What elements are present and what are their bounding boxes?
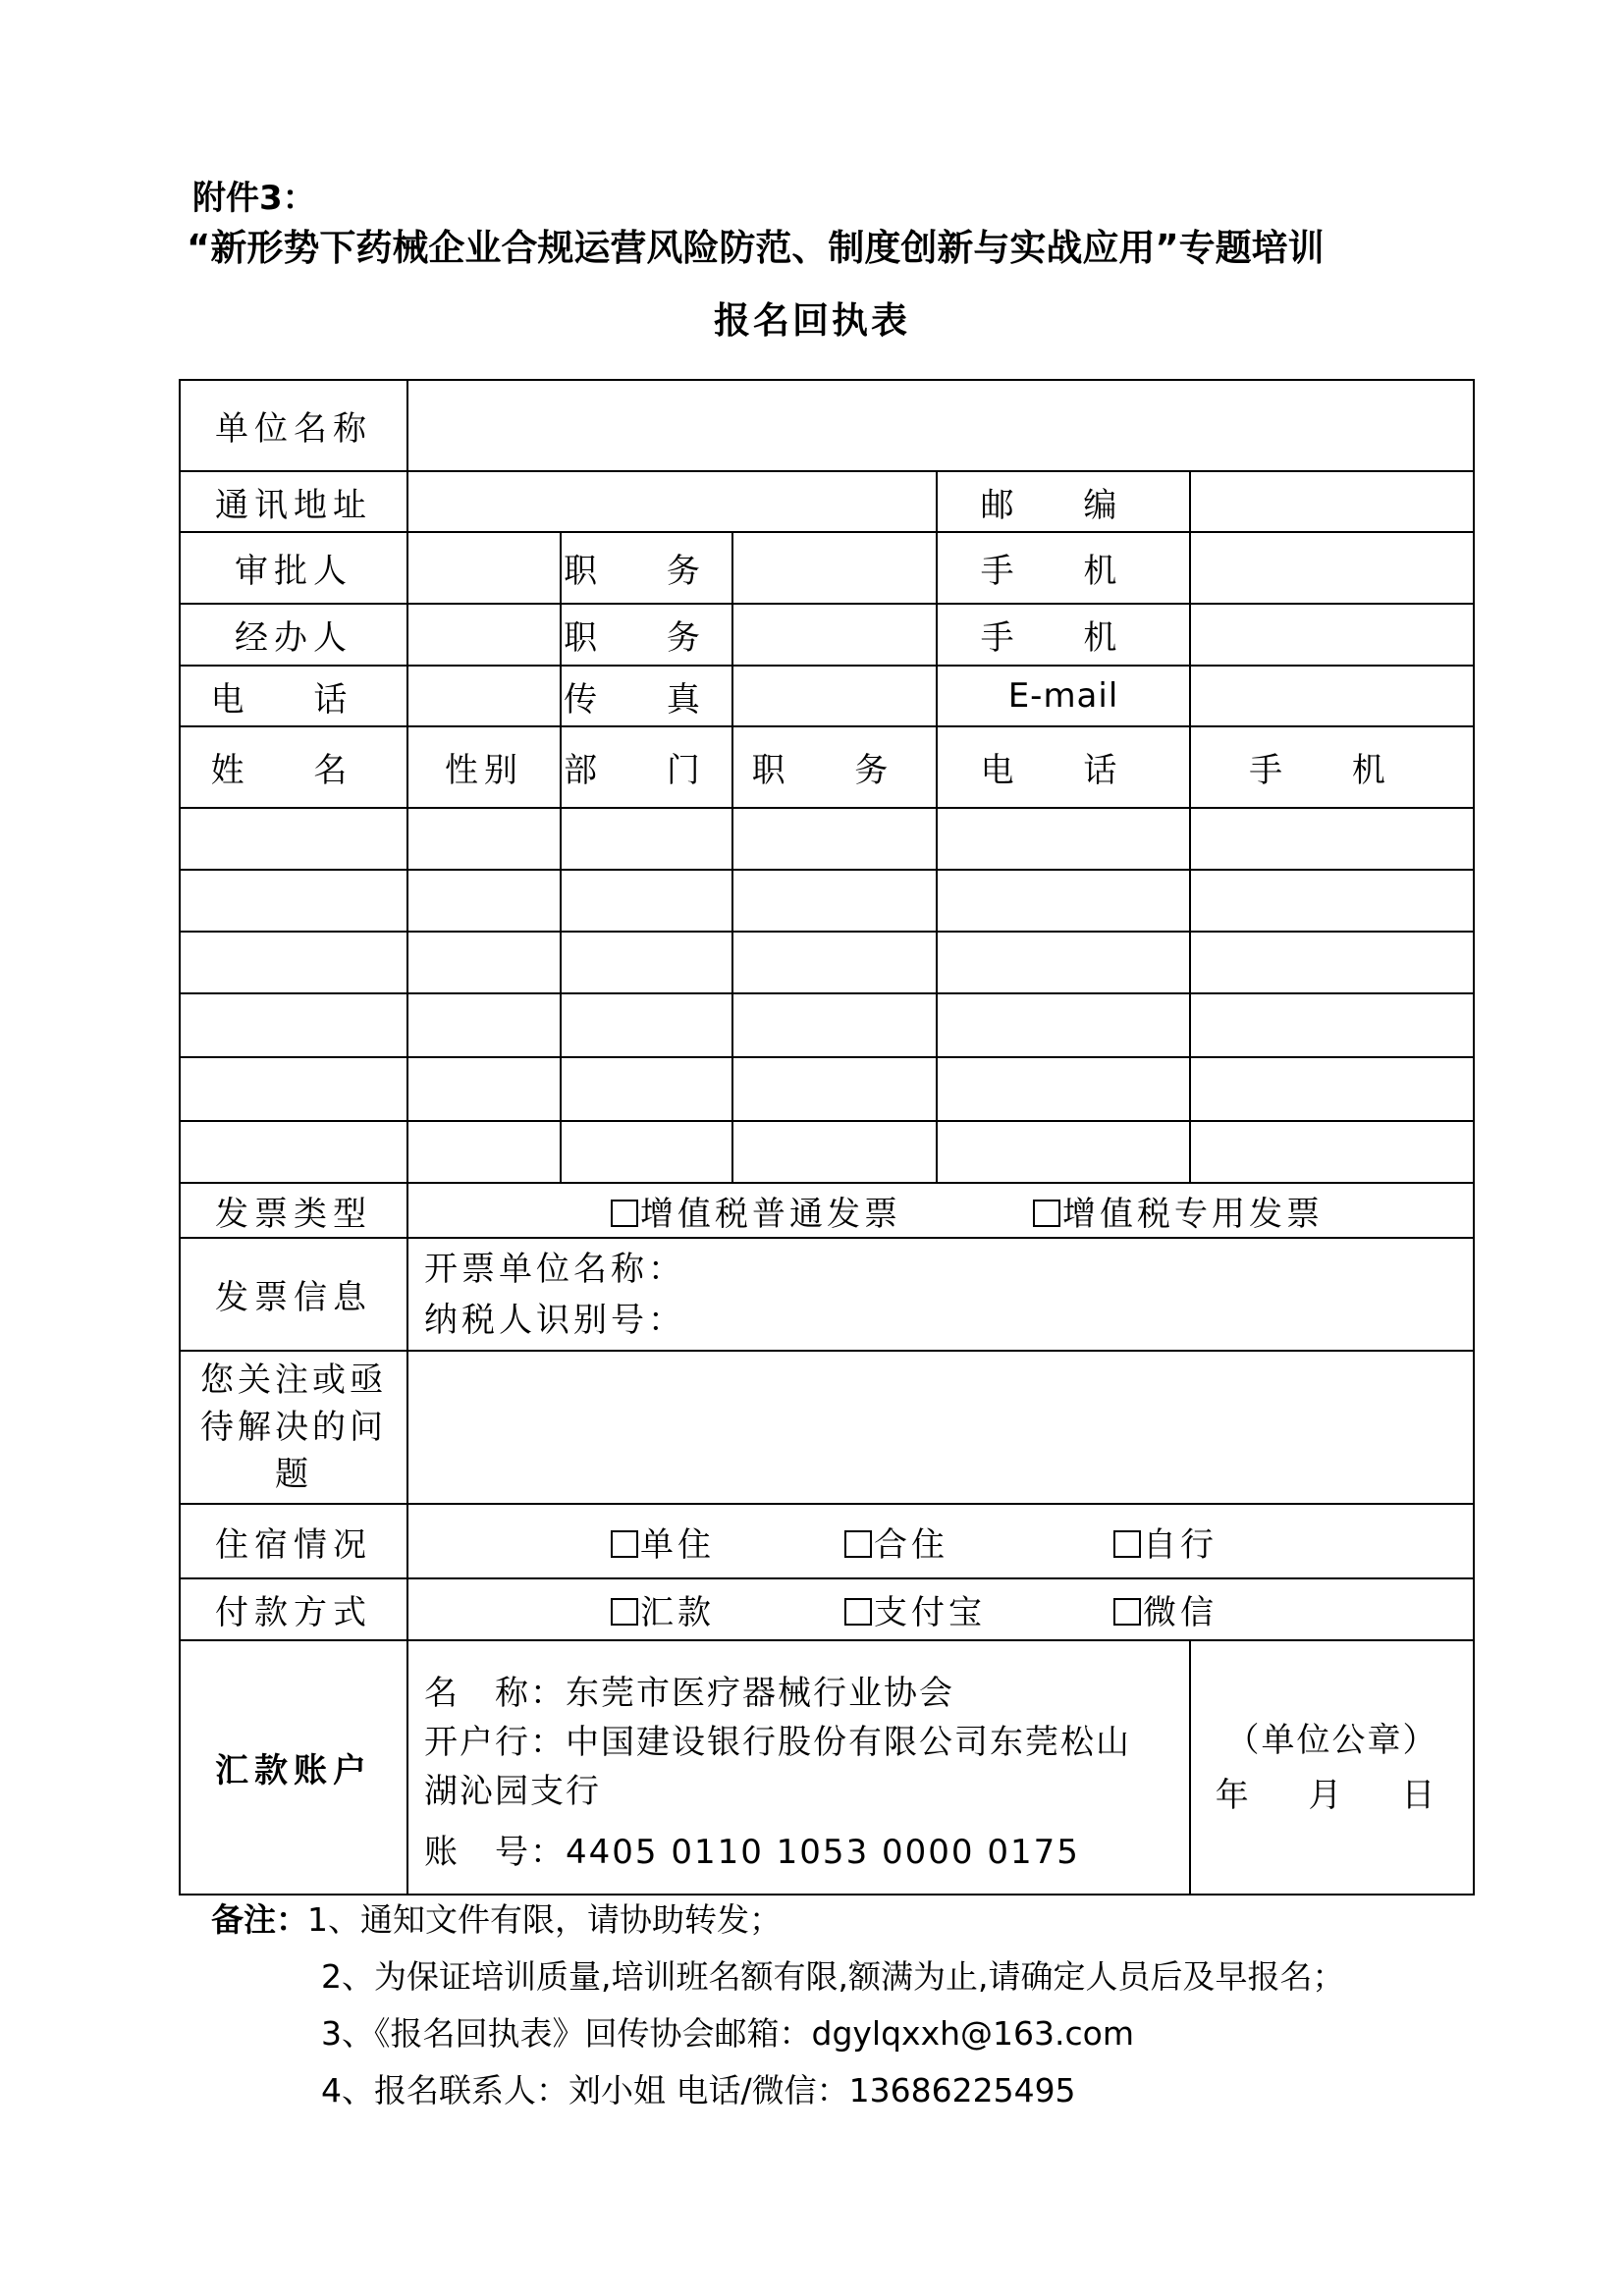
remarks-item-2: 2、为保证培训质量,培训班名额有限,额满为止,请确定人员后及早报名；	[321, 1957, 1345, 1996]
approver-field[interactable]	[407, 532, 561, 604]
postcode-field[interactable]	[1190, 471, 1474, 532]
unit-name-label: 单位名称	[180, 380, 407, 471]
participant-cell[interactable]	[732, 1057, 937, 1121]
participant-row	[180, 993, 1474, 1057]
participant-cell[interactable]	[1190, 870, 1474, 932]
participant-cell[interactable]	[407, 808, 561, 870]
account-number: 账 号：4405 0110 1053 0000 0175	[424, 1833, 1080, 1872]
checkbox-icon[interactable]	[1113, 1530, 1141, 1558]
date-label: 年 月 日	[1215, 1775, 1449, 1815]
participant-cell[interactable]	[407, 870, 561, 932]
invoice-option-special-label: 增值税专用发票	[1062, 1194, 1324, 1234]
handler-mobile-label: 手 机	[937, 604, 1190, 666]
participant-cell[interactable]	[732, 808, 937, 870]
handler-position-label: 职 务	[561, 604, 732, 666]
invoice-type-label: 发票类型	[180, 1183, 407, 1238]
participant-cell[interactable]	[180, 932, 407, 993]
approver-position-field[interactable]	[732, 532, 937, 604]
participant-cell[interactable]	[180, 870, 407, 932]
payment-label: 付款方式	[180, 1578, 407, 1640]
participant-cell[interactable]	[180, 1057, 407, 1121]
invoice-company-label: 开票单位名称：	[424, 1249, 685, 1289]
document-title: “新形势下药械企业合规运营风险防范、制度创新与实战应用”专题培训	[187, 227, 1325, 269]
payment-option-wechat[interactable]	[1113, 1585, 1218, 1633]
fax-field[interactable]	[732, 666, 937, 726]
participant-cell[interactable]	[561, 932, 732, 993]
participant-cell[interactable]	[561, 993, 732, 1057]
concern-label-line: 待解决的问	[200, 1408, 387, 1447]
checkbox-icon[interactable]	[611, 1598, 638, 1626]
concern-label	[180, 1351, 407, 1504]
participant-cell[interactable]	[180, 808, 407, 870]
participant-cell[interactable]	[1190, 808, 1474, 870]
invoice-info-field[interactable]	[407, 1238, 1474, 1351]
accommodation-option-shared[interactable]	[844, 1518, 1113, 1566]
header-phone: 电 话	[937, 726, 1190, 808]
invoice-info-label: 发票信息	[180, 1238, 407, 1351]
payment-option-wechat-label: 微信	[1143, 1593, 1218, 1632]
checkbox-icon[interactable]	[844, 1598, 872, 1626]
concern-label-line: 题	[275, 1455, 312, 1494]
account-name: 名 称：东莞市医疗器械行业协会	[424, 1674, 954, 1713]
handler-field[interactable]	[407, 604, 561, 666]
participant-cell[interactable]	[561, 808, 732, 870]
payment-option-transfer[interactable]	[611, 1585, 844, 1633]
account-bank-line1: 开户行：中国建设银行股份有限公司东莞松山	[424, 1723, 1131, 1762]
remarks-item-3: 3、《报名回执表》回传协会邮箱：dgylqxxh@163.com	[321, 2014, 1134, 2053]
accommodation-label: 住宿情况	[180, 1504, 407, 1578]
participant-cell[interactable]	[937, 1121, 1190, 1183]
accommodation-option-single[interactable]	[611, 1518, 844, 1566]
invoice-type-options	[407, 1183, 1474, 1238]
fax-label: 传 真	[561, 666, 732, 726]
checkbox-icon[interactable]	[1033, 1200, 1060, 1227]
phone-label: 电 话	[180, 666, 407, 726]
participant-row	[180, 870, 1474, 932]
invoice-taxid-label: 纳税人识别号：	[424, 1300, 685, 1340]
header-name: 姓 名	[180, 726, 407, 808]
participant-cell[interactable]	[180, 993, 407, 1057]
invoice-option-special[interactable]	[1033, 1187, 1324, 1235]
account-bank-line2: 湖沁园支行	[424, 1772, 601, 1811]
participant-cell[interactable]	[407, 993, 561, 1057]
participant-cell[interactable]	[407, 1121, 561, 1183]
participant-row	[180, 1057, 1474, 1121]
participant-cell[interactable]	[180, 1121, 407, 1183]
checkbox-icon[interactable]	[611, 1530, 638, 1558]
participant-cell[interactable]	[1190, 1057, 1474, 1121]
email-field[interactable]	[1190, 666, 1474, 726]
postcode-label: 邮 编	[937, 471, 1190, 532]
remarks-label: 备注：	[211, 1900, 308, 1939]
header-gender: 性别	[407, 726, 561, 808]
participant-cell[interactable]	[561, 870, 732, 932]
participant-row	[180, 932, 1474, 993]
approver-mobile-label: 手 机	[937, 532, 1190, 604]
invoice-option-ordinary[interactable]	[611, 1187, 1033, 1235]
payment-options	[407, 1578, 1474, 1640]
unit-name-field[interactable]	[407, 380, 1474, 471]
participant-cell[interactable]	[732, 993, 937, 1057]
checkbox-icon[interactable]	[844, 1530, 872, 1558]
invoice-option-ordinary-label: 增值税普通发票	[640, 1194, 901, 1234]
participant-row	[180, 1121, 1474, 1183]
participant-cell[interactable]	[561, 1057, 732, 1121]
seal-label: （单位公章）	[1225, 1720, 1438, 1760]
participant-cell[interactable]	[937, 870, 1190, 932]
accommodation-option-self-label: 自行	[1143, 1524, 1218, 1565]
payment-option-transfer-label: 汇款	[640, 1593, 715, 1632]
header-department: 部 门	[561, 726, 732, 808]
approver-label: 审批人	[180, 532, 407, 604]
participant-cell[interactable]	[1190, 1121, 1474, 1183]
participant-cell[interactable]	[407, 1057, 561, 1121]
payment-option-alipay-label: 支付宝	[874, 1593, 986, 1632]
participant-cell[interactable]	[732, 870, 937, 932]
account-label: 汇款账户	[180, 1640, 407, 1895]
concern-field[interactable]	[407, 1351, 1474, 1504]
account-details	[407, 1640, 1190, 1895]
checkbox-icon[interactable]	[611, 1200, 638, 1227]
participant-cell[interactable]	[407, 932, 561, 993]
payment-option-alipay[interactable]	[844, 1585, 1113, 1633]
accommodation-option-self[interactable]	[1113, 1518, 1218, 1566]
participant-cell[interactable]	[937, 808, 1190, 870]
remarks-item-1: 1、通知文件有限，请协助转发；	[307, 1900, 782, 1939]
participant-cell[interactable]	[937, 932, 1190, 993]
handler-label: 经办人	[180, 604, 407, 666]
checkbox-icon[interactable]	[1113, 1598, 1141, 1626]
approver-position-label: 职 务	[561, 532, 732, 604]
concern-label-line: 您关注或亟	[200, 1361, 387, 1400]
participant-cell[interactable]	[1190, 932, 1474, 993]
participant-row	[180, 808, 1474, 870]
participant-cell[interactable]	[937, 1057, 1190, 1121]
address-field[interactable]	[407, 471, 937, 532]
handler-position-field[interactable]	[732, 604, 937, 666]
phone-field[interactable]	[407, 666, 561, 726]
email-label: E-mail	[937, 666, 1190, 726]
participant-cell[interactable]	[732, 1121, 937, 1183]
participant-cell[interactable]	[732, 932, 937, 993]
accommodation-options	[407, 1504, 1474, 1578]
remarks-item-4: 4、报名联系人：刘小姐 电话/微信：13686225495	[321, 2071, 1076, 2109]
accommodation-option-single-label: 单住	[640, 1524, 715, 1565]
document-subtitle: 报名回执表	[714, 299, 910, 342]
accommodation-option-shared-label: 合住	[874, 1524, 948, 1565]
address-label: 通讯地址	[180, 471, 407, 532]
registration-form	[179, 379, 1475, 1896]
approver-mobile-field[interactable]	[1190, 532, 1474, 604]
participant-cell[interactable]	[561, 1121, 732, 1183]
seal-cell	[1190, 1640, 1474, 1895]
attachment-label: 附件3：	[192, 179, 316, 218]
participant-cell[interactable]	[1190, 993, 1474, 1057]
header-position: 职 务	[732, 726, 937, 808]
participant-cell[interactable]	[937, 993, 1190, 1057]
header-mobile: 手 机	[1190, 726, 1474, 808]
handler-mobile-field[interactable]	[1190, 604, 1474, 666]
